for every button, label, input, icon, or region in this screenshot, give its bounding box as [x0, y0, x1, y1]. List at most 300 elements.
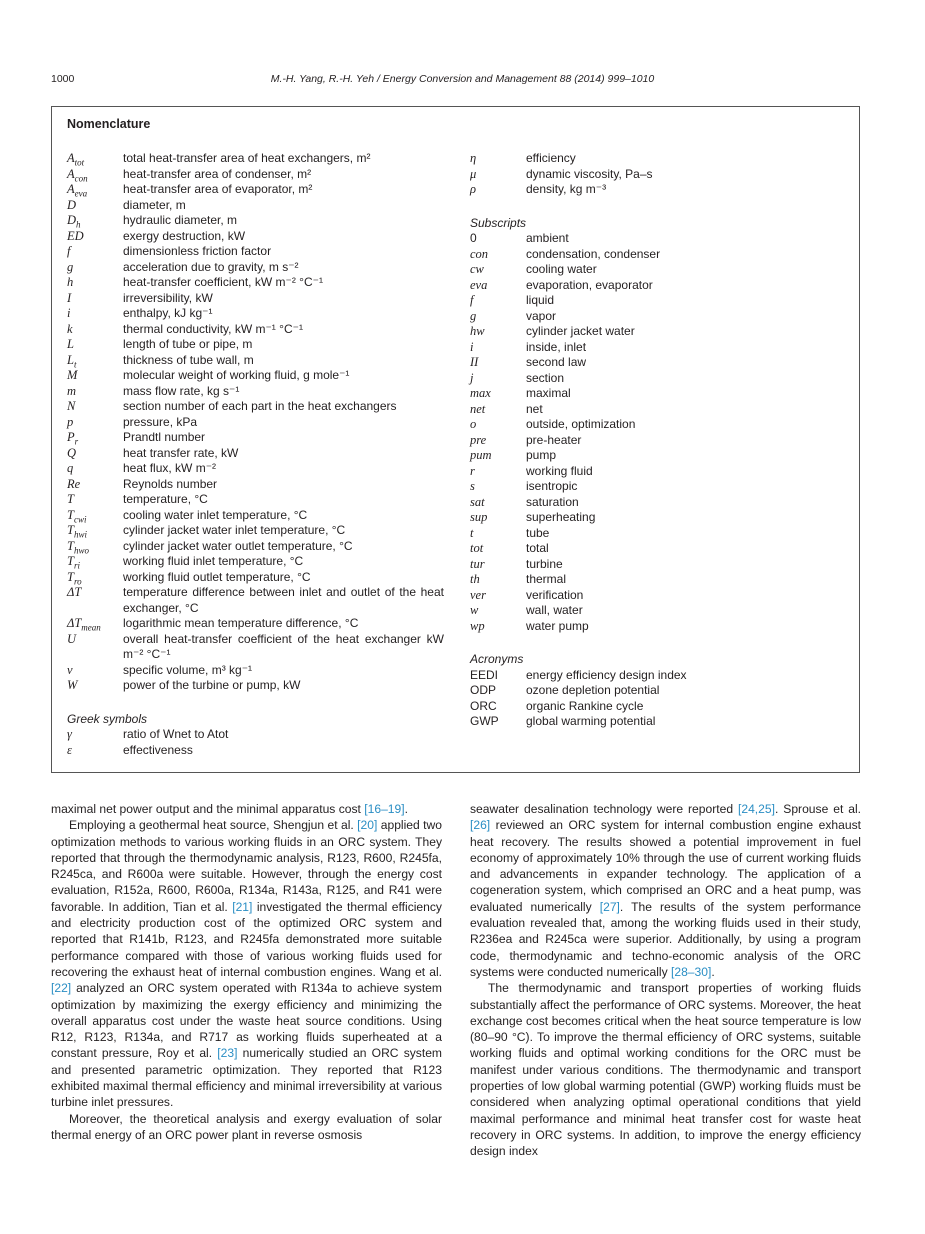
nomenclature-entry — [470, 588, 850, 604]
body-paragraph — [470, 980, 861, 1159]
symbol-main: con — [470, 246, 489, 261]
nomenclature-entry — [67, 182, 444, 198]
paragraph-text: The thermodynamic and transport properties of working fluids substantially affect the performance of ORC systems. Moreover, the heat exchange cost becomes critical when the heat source temperature is low (80–90 °C). To improve the thermal efficiency of ORC systems, suitable working fluids and optimal working conditions for the ORC must be manifest under various conditions. The thermodynamic and transport properties of low global warming potential (GWP) working fluids must be considered when analyzing optimal operational conditions that yield maximal performance and minimal heat transfer cost for waste heat recovery in ORC systems. In addition, to improve the energy efficiency design index — [470, 981, 861, 1159]
nomenclature-entry — [470, 278, 850, 294]
nomenclature-entry — [470, 572, 850, 588]
symbol-main: j — [470, 370, 474, 385]
symbol-main: η — [470, 151, 477, 165]
nomenclature-entry — [67, 260, 444, 276]
nomenclature-symbol — [67, 337, 74, 353]
nomenclature-symbol — [470, 340, 473, 356]
paragraph-text: seawater desalination technology were reported — [470, 802, 738, 816]
nomenclature-symbol — [470, 510, 487, 526]
nomenclature-symbol — [67, 461, 73, 477]
nomenclature-entry — [67, 477, 444, 493]
nomenclature-symbol — [67, 663, 73, 679]
nomenclature-description: working fluid — [526, 463, 593, 478]
nomenclature-description: heat transfer rate, kW — [123, 445, 239, 460]
nomenclature-symbol — [67, 306, 70, 322]
symbol-main: ρ — [470, 182, 476, 196]
nomenclature-entry — [67, 399, 444, 415]
nomenclature-description: pump — [526, 448, 557, 462]
symbol-subscript: r — [74, 436, 79, 447]
nomenclature-description: section — [526, 370, 565, 385]
nomenclature-symbol — [67, 477, 80, 493]
symbol-main: sat — [470, 494, 485, 509]
nomenclature-description: enthalpy, kJ kg⁻¹ — [123, 306, 213, 320]
nomenclature-entry — [67, 508, 444, 524]
body-paragraph — [470, 801, 861, 980]
symbol-subscript: ri — [73, 560, 80, 571]
symbol-main: T — [67, 554, 74, 568]
nomenclature-symbol — [67, 446, 76, 462]
nomenclature-description: total — [526, 541, 549, 555]
symbol-main: ver — [470, 587, 486, 602]
nomenclature-symbol — [67, 244, 70, 260]
nomenclature-symbol — [470, 479, 475, 495]
nomenclature-entry — [67, 539, 444, 555]
nomenclature-entry — [67, 554, 444, 570]
symbol-main: γ — [67, 727, 72, 741]
nomenclature-description: effectiveness — [123, 742, 193, 757]
nomenclature-symbol — [470, 448, 492, 464]
symbol-main: P — [67, 430, 75, 444]
nomenclature-symbol — [470, 714, 499, 730]
nomenclature-symbol — [470, 603, 478, 619]
symbol-subscript: con — [74, 173, 88, 183]
nomenclature-symbol — [470, 151, 476, 167]
symbol-main: A — [67, 151, 75, 165]
nomenclature-symbol — [470, 262, 484, 278]
nomenclature-entry — [470, 683, 850, 699]
nomenclature-entry — [470, 293, 850, 309]
symbol-main: U — [67, 631, 77, 646]
symbol-main: ΔT — [67, 616, 82, 630]
nomenclature-description: mass flow rate, kg s⁻¹ — [123, 383, 240, 398]
nomenclature-symbol — [470, 167, 476, 183]
symbol-main: pre — [470, 432, 487, 447]
nomenclature-description: heat-transfer coefficient, kW m⁻² °C⁻¹ — [123, 275, 323, 289]
symbol-main: k — [67, 321, 73, 336]
nomenclature-symbol — [470, 433, 486, 449]
symbol-subscript: cwi — [73, 514, 87, 524]
symbol-main: s — [470, 479, 475, 493]
nomenclature-description: temperature difference between inlet and outlet of the heat exchanger, °C — [123, 585, 444, 615]
nomenclature-left-column — [67, 151, 444, 758]
nomenclature-description: pressure, kPa — [123, 414, 198, 429]
nomenclature-symbol — [470, 309, 476, 325]
nomenclature-symbol — [470, 417, 476, 433]
symbol-main: T — [67, 523, 74, 537]
nomenclature-symbol — [67, 229, 84, 245]
nomenclature-entry — [67, 632, 444, 663]
nomenclature-entry — [470, 386, 850, 402]
nomenclature-entry — [470, 526, 850, 542]
symbol-subscript: hwo — [73, 545, 89, 555]
nomenclature-entry — [67, 415, 444, 431]
symbol-main: w — [470, 603, 479, 617]
citation-link[interactable]: [16–19] — [364, 802, 405, 816]
nomenclature-entry — [67, 213, 444, 229]
nomenclature-entry — [470, 557, 850, 573]
citation-link[interactable]: [26] — [470, 818, 491, 833]
nomenclature-entry — [470, 167, 850, 183]
nomenclature-description: acceleration due to gravity, m s⁻² — [123, 259, 299, 274]
nomenclature-description: irreversibility, kW — [123, 290, 213, 305]
nomenclature-description: heat-transfer area of evaporator, m² — [123, 182, 313, 196]
nomenclature-symbol — [470, 683, 496, 699]
body-left-column — [51, 801, 442, 1143]
symbol-main: sup — [470, 510, 488, 524]
nomenclature-symbol — [470, 278, 487, 294]
symbol-main: i — [470, 339, 474, 354]
greek-symbols-heading: Greek symbols — [67, 711, 148, 726]
symbol-subscript: eva — [74, 188, 88, 199]
nomenclature-entry — [470, 541, 850, 557]
symbol-main: tot — [470, 541, 484, 555]
nomenclature-entry — [470, 510, 850, 526]
symbol-main: D — [67, 213, 77, 227]
nomenclature-description: diameter, m — [123, 197, 186, 212]
nomenclature-description: dimensionless friction factor — [123, 244, 272, 258]
symbol-subscript: mean — [81, 622, 101, 633]
symbol-main: g — [470, 308, 477, 323]
nomenclature-symbol — [470, 541, 483, 557]
nomenclature-entry — [470, 371, 850, 387]
nomenclature-symbol — [67, 368, 77, 384]
nomenclature-description: efficiency — [526, 151, 576, 165]
nomenclature-description: section number of each part in the heat exchangers — [123, 399, 397, 413]
nomenclature-symbol — [470, 355, 478, 371]
nomenclature-description: thickness of tube wall, m — [123, 352, 254, 367]
nomenclature-symbol — [67, 322, 73, 338]
symbol-main: wp — [470, 618, 485, 633]
symbol-main: T — [67, 569, 74, 584]
nomenclature-entry — [470, 182, 850, 198]
nomenclature-description: vapor — [526, 308, 557, 323]
nomenclature-description: molecular weight of working fluid, g mole⁻¹ — [123, 368, 350, 382]
symbol-main: I — [67, 290, 72, 305]
nomenclature-box — [51, 106, 860, 773]
symbol-main: T — [67, 507, 74, 522]
paragraph-text: . — [711, 964, 715, 979]
nomenclature-description: evaporation, evaporator — [526, 277, 653, 292]
acronyms-heading: Acronyms — [470, 652, 524, 666]
nomenclature-symbol — [67, 585, 81, 601]
nomenclature-symbol — [470, 526, 473, 542]
symbol-main: r — [470, 463, 475, 478]
body-paragraph — [51, 1111, 442, 1144]
nomenclature-symbol — [67, 291, 71, 307]
nomenclature-description: cylinder jacket water outlet temperature, °C — [123, 538, 353, 553]
nomenclature-description: liquid — [526, 293, 555, 307]
symbol-main: cw — [470, 262, 484, 276]
nomenclature-entry — [470, 151, 850, 167]
nomenclature-description: turbine — [526, 556, 563, 571]
paragraph-text: numerically studied an ORC system and presented parametric optimization. They reported that R123 exhibited maximal thermal efficiency and minimal irreversibility at various turbine inlet pressures. — [51, 1046, 442, 1110]
citation-link[interactable]: [24,25] — [737, 802, 775, 816]
symbol-subscript: ro — [73, 576, 82, 586]
symbol-main: net — [470, 401, 486, 416]
nomenclature-description: Reynolds number — [123, 476, 218, 491]
nomenclature-entry — [67, 291, 444, 307]
nomenclature-description: working fluid outlet temperature, °C — [123, 569, 311, 584]
nomenclature-entry — [67, 275, 444, 291]
nomenclature-symbol — [67, 275, 73, 291]
nomenclature-description: maximal — [526, 386, 571, 400]
nomenclature-description: outside, optimization — [526, 417, 636, 431]
symbol-main: Re — [67, 476, 81, 491]
nomenclature-entry — [67, 727, 444, 743]
nomenclature-entry — [470, 417, 850, 433]
symbol-main: L — [67, 337, 74, 351]
nomenclature-symbol — [470, 247, 488, 263]
nomenclature-symbol — [67, 260, 73, 276]
symbol-main: hw — [470, 324, 485, 338]
symbol-main: ΔT — [67, 585, 82, 599]
nomenclature-symbol — [470, 293, 473, 309]
nomenclature-right-column — [470, 151, 850, 730]
nomenclature-entry — [67, 678, 444, 694]
nomenclature-description: ozone depletion potential — [526, 683, 660, 697]
nomenclature-symbol — [470, 231, 477, 247]
symbol-subscript: t — [73, 359, 77, 369]
symbol-main: v — [67, 662, 73, 677]
nomenclature-description: overall heat-transfer coefficient of the heat exchanger kW m⁻² °C⁻¹ — [123, 631, 444, 661]
nomenclature-entry — [67, 322, 444, 338]
nomenclature-entry — [67, 663, 444, 679]
nomenclature-description: saturation — [526, 494, 579, 509]
nomenclature-entry — [470, 247, 850, 263]
nomenclature-symbol — [470, 371, 473, 387]
nomenclature-symbol — [67, 415, 73, 431]
nomenclature-entry — [470, 699, 850, 715]
nomenclature-entry — [67, 585, 444, 616]
symbol-main: pum — [470, 448, 492, 462]
symbol-main: m — [67, 383, 77, 398]
nomenclature-entry — [470, 714, 850, 730]
nomenclature-description: power of the turbine or pump, kW — [123, 678, 301, 692]
nomenclature-symbol — [470, 572, 480, 588]
nomenclature-entry — [470, 340, 850, 356]
symbol-main: max — [470, 386, 491, 400]
symbol-main: A — [67, 166, 75, 181]
nomenclature-description: hydraulic diameter, m — [123, 213, 238, 227]
body-right-column — [470, 801, 861, 1160]
nomenclature-entry — [470, 324, 850, 340]
nomenclature-description: dynamic viscosity, Pa–s — [526, 166, 653, 181]
nomenclature-entry — [470, 309, 850, 325]
symbol-main: II — [470, 355, 479, 369]
nomenclature-entry — [67, 368, 444, 384]
nomenclature-entry — [470, 355, 850, 371]
nomenclature-description: temperature, °C — [123, 492, 208, 506]
nomenclature-description: tube — [526, 525, 550, 540]
nomenclature-entry — [67, 167, 444, 183]
nomenclature-description: pre-heater — [526, 432, 582, 447]
nomenclature-description: exergy destruction, kW — [123, 228, 246, 243]
running-title: M.-H. Yang, R.-H. Yeh / Energy Conversion and Management 88 (2014) 999–1010 — [270, 73, 655, 85]
nomenclature-entry — [67, 337, 444, 353]
symbol-main: ORC — [470, 698, 497, 713]
nomenclature-symbol — [470, 402, 485, 418]
symbol-main: g — [67, 259, 74, 274]
symbol-main: q — [67, 461, 74, 475]
body-paragraph — [51, 817, 442, 1110]
nomenclature-description: net — [526, 401, 543, 416]
nomenclature-entry — [470, 448, 850, 464]
nomenclature-description: ambient — [526, 231, 569, 245]
nomenclature-description: length of tube or pipe, m — [123, 337, 253, 351]
nomenclature-description: ratio of Wnet to Atot — [123, 727, 229, 741]
symbol-main: o — [470, 417, 477, 431]
nomenclature-symbol — [470, 182, 476, 198]
nomenclature-description: condensation, condenser — [526, 246, 661, 261]
nomenclature-entry — [470, 262, 850, 278]
nomenclature-entry — [67, 384, 444, 400]
nomenclature-description: logarithmic mean temperature difference, °C — [123, 616, 359, 630]
symbol-main: h — [67, 275, 74, 289]
paragraph-text: . Sprouse et al. — [774, 802, 861, 816]
paragraph-text: . The results of the system performance evaluation revealed that, among the working fluids used in their study, R236ea and R245ca were superior. Additionally, by using a program code, thermodynamic and techno-economic analysis of the ORC systems were conducted numerically — [470, 899, 861, 979]
nomenclature-description: isentropic — [526, 479, 578, 493]
nomenclature-description: Prandtl number — [123, 430, 206, 444]
symbol-main: A — [67, 182, 75, 196]
nomenclature-symbol — [67, 743, 72, 759]
nomenclature-description: cooling water — [526, 262, 597, 276]
nomenclature-description: inside, inlet — [526, 339, 587, 354]
nomenclature-description: water pump — [526, 618, 589, 633]
paragraph-text: Employing a geothermal heat source, Shengjun et al. — [69, 818, 358, 833]
nomenclature-entry — [470, 433, 850, 449]
nomenclature-description: organic Rankine cycle — [526, 698, 644, 713]
nomenclature-entry — [67, 244, 444, 260]
nomenclature-entry — [67, 461, 444, 477]
nomenclature-entry — [67, 198, 444, 214]
nomenclature-description: total heat-transfer area of heat exchangers, m² — [123, 151, 371, 165]
symbol-subscript: h — [76, 219, 81, 230]
paragraph-text: maximal net power output and the minimal apparatus cost — [51, 802, 365, 816]
symbol-main: μ — [470, 166, 477, 181]
citation-link[interactable]: [27] — [599, 899, 620, 914]
nomenclature-description: cylinder jacket water — [526, 324, 635, 338]
paragraph-text: reviewed an ORC system for internal combustion engine exhaust heat recovery. The results showed a potential improvement in fuel economy of approximately 10% through the use of current working fluids and advancements in expander technology. The application of a cogeneration system, which comprised an ORC and a heat pump, was evaluated numerically — [470, 818, 861, 914]
nomenclature-symbol — [470, 699, 497, 715]
nomenclature-symbol — [470, 324, 485, 340]
nomenclature-symbol — [470, 495, 485, 511]
symbol-main: tur — [470, 556, 485, 571]
symbol-main: D — [67, 197, 77, 212]
body-paragraph — [51, 801, 442, 817]
nomenclature-entry — [67, 430, 444, 446]
nomenclature-symbol — [67, 492, 74, 508]
nomenclature-entry — [67, 306, 444, 322]
nomenclature-entry — [67, 523, 444, 539]
nomenclature-title: Nomenclature — [67, 117, 151, 131]
nomenclature-symbol — [67, 399, 75, 415]
nomenclature-symbol — [470, 668, 498, 684]
nomenclature-entry — [67, 492, 444, 508]
nomenclature-symbol — [67, 198, 76, 214]
paragraph-text: applied two optimization methods to various working fluids in an ORC system. They reported that through the thermodynamic analysis, R123, R600, R245fa, R245ca, and R600a were suitable. However, through the energy cost evaluation, R152a, R600, R600a, R134a, R143a, R125, and R41 were favorable. In addition, Tian et al. — [51, 818, 442, 914]
nomenclature-entry — [470, 231, 850, 247]
nomenclature-description: wall, water — [526, 603, 583, 617]
symbol-main: M — [67, 368, 78, 382]
paragraph-text: . — [404, 802, 408, 816]
nomenclature-description: cooling water inlet temperature, °C — [123, 507, 308, 522]
nomenclature-symbol — [470, 619, 485, 635]
subscripts-heading: Subscripts — [470, 215, 527, 230]
symbol-main: ε — [67, 742, 72, 757]
nomenclature-symbol — [67, 678, 77, 694]
symbol-main: f — [470, 293, 474, 307]
symbol-main: GWP — [470, 714, 499, 728]
nomenclature-entry — [470, 402, 850, 418]
symbol-main: th — [470, 572, 480, 586]
nomenclature-entry — [470, 479, 850, 495]
citation-link[interactable]: [23] — [217, 1046, 238, 1061]
symbol-main: ED — [67, 228, 84, 243]
nomenclature-entry — [67, 446, 444, 462]
nomenclature-symbol — [470, 464, 475, 480]
paragraph-text: investigated the thermal efficiency and electricity production cost of the optimized ORC system and reported that R141b, R123, and R245fa demonstrated more suitable performance compared with those of various working fluids used for recovering the exhaust heat of internal combustion engines. Wang et al. — [51, 899, 442, 979]
symbol-main: T — [67, 492, 74, 506]
nomenclature-entry — [67, 151, 444, 167]
symbol-main: 0 — [470, 231, 477, 245]
symbol-subscript: tot — [74, 157, 85, 168]
nomenclature-symbol — [470, 386, 491, 402]
nomenclature-symbol — [67, 727, 72, 743]
nomenclature-symbol — [470, 557, 485, 573]
nomenclature-symbol — [470, 588, 486, 604]
symbol-main: W — [67, 678, 78, 692]
nomenclature-description: density, kg m⁻³ — [526, 182, 607, 196]
symbol-main: eva — [470, 277, 488, 292]
nomenclature-description: superheating — [526, 510, 596, 524]
citation-link[interactable]: [21] — [232, 899, 253, 914]
nomenclature-description: second law — [526, 355, 587, 369]
nomenclature-description: heat flux, kW m⁻² — [123, 461, 217, 475]
nomenclature-entry — [67, 353, 444, 369]
nomenclature-description: working fluid inlet temperature, °C — [123, 554, 304, 568]
nomenclature-entry — [470, 495, 850, 511]
citation-link[interactable]: [20] — [357, 818, 378, 833]
paragraph-text: Moreover, the theoretical analysis and exergy evaluation of solar thermal energy of an ORC power plant in reverse osmosis — [51, 1111, 442, 1142]
symbol-main: p — [67, 414, 74, 429]
symbol-main: ODP — [470, 683, 497, 697]
citation-link[interactable]: [28–30] — [670, 964, 712, 979]
nomenclature-entry — [470, 464, 850, 480]
nomenclature-description: energy efficiency design index — [526, 667, 687, 682]
nomenclature-description: heat-transfer area of condenser, m² — [123, 166, 312, 181]
nomenclature-entry — [67, 616, 444, 632]
paragraph-text: analyzed an ORC system operated with R134a to achieve system optimization by maximizing the exergy efficiency and minimizing the overall apparatus cost under the waste heat source conditions. Using R12, R123, R134a, and R717 as working fluids superheated at a constant pressure, Roy et al. — [51, 981, 442, 1061]
page-number: 1000 — [51, 73, 75, 85]
symbol-main: f — [67, 244, 71, 258]
nomenclature-description: specific volume, m³ kg⁻¹ — [123, 662, 253, 677]
symbol-main: i — [67, 306, 71, 320]
nomenclature-symbol — [67, 384, 76, 400]
nomenclature-entry — [470, 603, 850, 619]
nomenclature-symbol — [67, 632, 76, 648]
nomenclature-entry — [470, 619, 850, 635]
nomenclature-entry — [67, 229, 444, 245]
nomenclature-description: global warming potential — [526, 714, 656, 728]
nomenclature-description: verification — [526, 587, 584, 602]
symbol-main: EEDI — [470, 667, 499, 682]
citation-link[interactable]: [22] — [51, 981, 72, 996]
symbol-main: t — [470, 525, 474, 540]
